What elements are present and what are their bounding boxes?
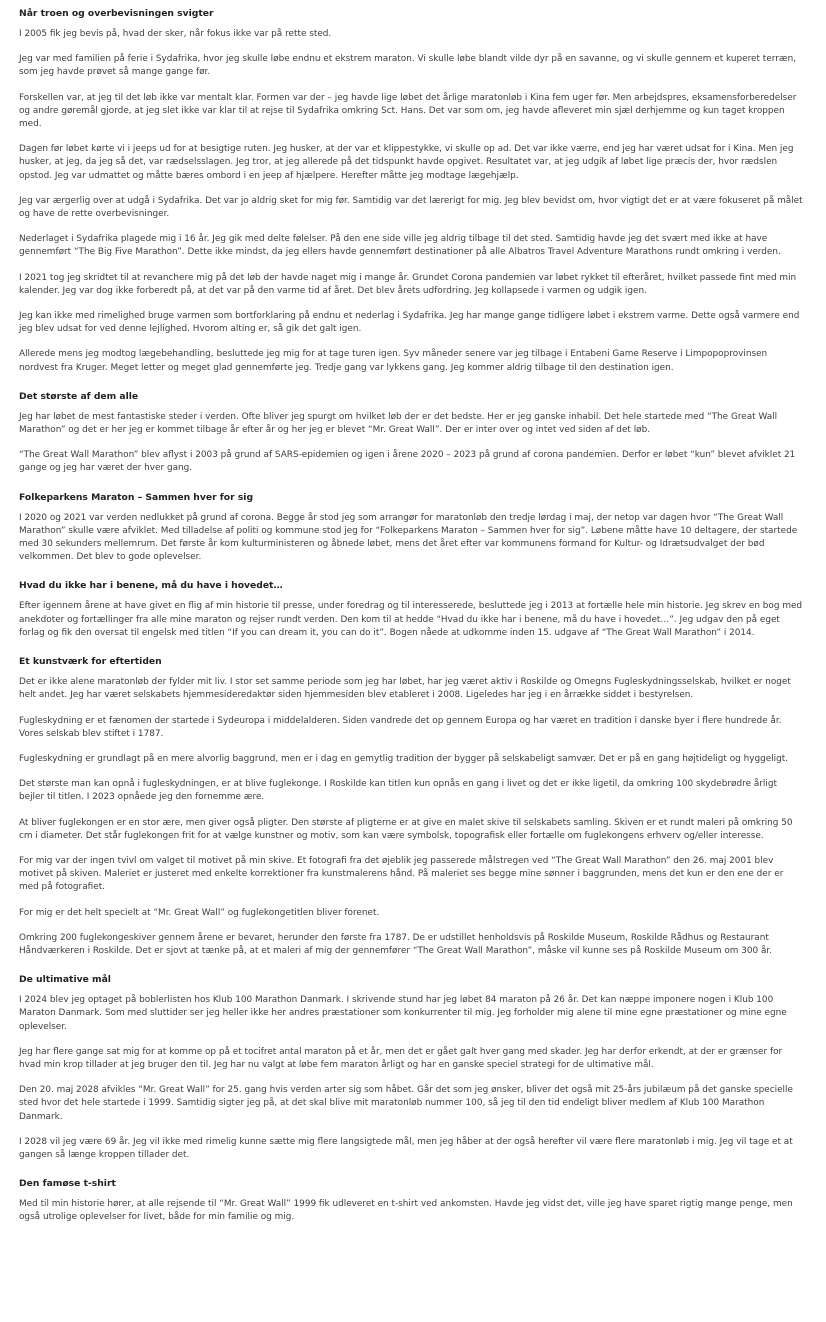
paragraph: Allerede mens jeg modtog lægebehandling, besluttede jeg mig for at tage turen igen. Syv måneder senere var jeg tilbage i Entabeni Game Reserve i Limpopoprovinsen nordvest fra Kruger. Meget letter og meget glad gennemførte jeg. Tredje gang var lykkens gang. Jeg kommer aldrig tilbage til den destination igen. — [19, 349, 768, 373]
paragraph: Med til min historie hører, at alle rejsende til “Mr. Great Wall” 1999 fik udleveret en t-shirt ved ankomsten. Havde jeg vidst det, ville jeg have sparet rigtig mange penge, men også utrolige oplevelser for livet, både for min familie og mig. — [19, 1199, 793, 1223]
section-heading: Folkeparkens Maraton – Sammen hver for sig — [19, 491, 254, 503]
paragraph: I 2028 vil jeg være 69 år. Jeg vil ikke med rimelig kunne sætte mig flere langsigtede mål, men jeg håber at der også herefter vil være flere maratonløb i mig. Jeg vil tage et at gangen så længe kroppen tillader det. — [19, 1136, 793, 1160]
paragraph: Jeg var med familien på ferie i Sydafrika, hvor jeg skulle løbe endnu et ekstrem maraton. Vi skulle løbe blandt vilde dyr på en savanne, og vi skulle gennem et kuperet terræn, som jeg havde prøvet så mange gange før. — [19, 54, 797, 78]
paragraph: I 2020 og 2021 var verden nedlukket på grund af corona. Begge år stod jeg som arrangør for maratonløb den tredje lørdag i maj, der netop var dagen hvor “The Great Wall Marathon” skulle være afviklet. Med tilladelse af politi og kommune stod jeg for “Folkeparkens Maraton – Sammen hver for sig”. Løbene måtte have 10 deltagere, der startede med 30 sekunders mellemrum. Det første år kom kulturministeren og åbnede løbet, mens det året efter var kommunens formand for Kultur- og Idrætsudvalget der bød velkommen. Det blev to gode oplevelser. — [19, 512, 798, 563]
paragraph: Jeg kan ikke med rimelighed bruge varmen som bortforklaring på endnu et nederlag i Sydafrika. Jeg har mange gange tidligere løbet i ekstrem varme. Dette også varmere end jeg blev udsat for ved denne lejlighed. Hvorom alting er, så gik det galt igen. — [19, 311, 800, 335]
paragraph: Dagen før løbet kørte vi i jeeps ud for at besigtige ruten. Jeg husker, at der var et klippestykke, vi skulle op ad. Det var ikke værre, end jeg har været udsat for i Kina. Men jeg husker, at jeg, da jeg så det, var rædselsslagen. Jeg tror, at jeg allerede på det tidspunkt havde opgivet. Resultatet var, at jeg udgik af løbet lige præcis der, hvor rædslen opstod. Jeg var udmattet og måtte bæres ombord i en jeep af hjælpere. Herefter måtte jeg modtage lægehjælp. — [19, 144, 794, 181]
paragraph: Fugleskydning er et fænomen der startede i Sydeuropa i middelalderen. Siden vandrede det op gennem Europa og har været en tradition i danske byer i flere hundrede år. Vores selskab blev stiftet i 1787. — [19, 715, 782, 739]
paragraph: Det største man kan opnå i fugleskydningen, er at blive fuglekonge. I Roskilde kan titlen kun opnås en gang i livet og det er ikke ligetil, da omkring 100 skydebrødre årligt bejler til titlen. I 2023 opnåede jeg den fornemme ære. — [19, 779, 777, 803]
paragraph: Omkring 200 fuglekongeskiver gennem årene er bevaret, herunder den første fra 1787. De er udstillet henholdsvis på Roskilde Museum, Roskilde Rådhus og Restaurant Håndværkeren i Roskilde. Det er sjovt at tænke på, at et maleri af mig der gennemfører “The Great Wall Marathon”, måske vil kunne ses på Roskilde Museum om 300 år. — [19, 932, 773, 956]
paragraph: Efter igennem årene at have givet en flig af min historie til presse, under foredrag og til interesserede, besluttede jeg i 2013 at fortælle hele min historie. Jeg skrev en bog med anekdoter og fortællinger fra alle mine maraton og rejser rundt verden. Den kom til at hedde “Hvad du ikke har i benene, må du have i hovedet…”. Jeg udgav den på eget forlag og fik den oversat til engelsk med titlen “If you can dream it, you can do it”. Bogen nåede at udkomme inden 15. udgave af “The Great Wall Marathon” i 2014. — [19, 601, 803, 638]
section-heading: Den famøse t-shirt — [19, 1178, 116, 1190]
paragraph: For mig er det helt specielt at “Mr. Great Wall” og fuglekongetitlen bliver forenet. — [19, 907, 380, 918]
paragraph: Jeg har løbet de mest fantastiske steder i verden. Ofte bliver jeg spurgt om hvilket løb der er det bedste. Her er jeg ganske inhabil. Det hele startede med “The Great Wall Marathon” og det er her jeg er kommet tilbage år efter år og her jeg er blevet “Mr. Great Wall”. Der er inter over og intet ved siden af det løb. — [19, 411, 778, 436]
section-heading: Det største af dem alle — [19, 390, 139, 402]
section-heading: Et kunstværk for eftertiden — [19, 656, 162, 668]
paragraph: “The Great Wall Marathon” blev aflyst i 2003 på grund af SARS-epidemien og igen i årene 2020 – 2023 på grund af corona pandemien. Derfor er løbet “kun” blevet afviklet 21 gange og jeg har været der hver gang. — [19, 450, 796, 474]
paragraph: At bliver fuglekongen er en stor ære, men giver også pligter. Den største af pligterne er at give en malet skive til selskabets samling. Skiven er et rundt maleri på omkring 50 cm i diameter. Det står fuglekongen frit for at vælge kunstner og motiv, som kan være symbolsk, topografisk eller fortælle om fuglekongens erhverv og/eller interesse. — [19, 817, 793, 841]
section-heading: De ultimative mål — [19, 974, 111, 986]
paragraph: Nederlaget i Sydafrika plagede mig i 16 år. Jeg gik med delte følelser. På den ene side ville jeg aldrig tilbage til det sted. Samtidig havde jeg det svært med ikke at have gennemført “The Big Five Marathon”. Dette ikke mindst, da jeg ellers havde gennemført destinationer på alle Albatros Travel Adventure Marathons rundt omkring i verden. — [19, 234, 781, 258]
paragraph: I 2021 tog jeg skridtet til at revanchere mig på det løb der havde naget mig i mange år. Grundet Corona pandemien var løbet rykket til efteråret, hvilket passede fint med min kalender. Jeg var dog ikke forberedt på, at det var på den varme tid af året. Det blev årets udfordring. Jeg kollapsede i varmen og udgik igen. — [19, 272, 797, 296]
paragraph: Den 20. maj 2028 afvikles “Mr. Great Wall” for 25. gang hvis verden arter sig som håbet. Går det som jeg ønsker, bliver det også mit 25-års jubilæum på det ganske specielle sted hvor det hele startede i 1999. Samtidig sigter jeg på, at det skal blive mit maratonløb nummer 100, så jeg til den tid endeligt bliver medlem af Klub 100 Marathon Danmark. — [19, 1085, 793, 1122]
paragraph: Jeg var ærgerlig over at udgå i Sydafrika. Det var jo aldrig sket for mig før. Samtidig var det lærerigt for mig. Jeg blev bevidst om, hvor vigtigt det er at være fokuseret på målet og have de rette overbevisninger. — [19, 195, 803, 220]
paragraph: Jeg har flere gange sat mig for at komme op på et tocifret antal maraton på et år, men det er gået galt hver gang med skader. Jeg har derfor erkendt, at der er grænser for hvad min krop tillader at jeg bruger den til. Jeg har nu valgt at løbe fem maraton årligt og har en ganske speciel strategi for de ultimative mål. — [19, 1046, 783, 1070]
paragraph: For mig var der ingen tvivl om valget til motivet på min skive. Et fotografi fra det øjeblik jeg passerede målstregen ved “The Great Wall Marathon” den 26. maj 2001 blev motivet på skiven. Maleriet er justeret med enkelte korrektioner fra kunstmalerens hånd. På maleriet ses begge mine sønner i baggrunden, mens det kun er den ene der er med på fotografiet. — [19, 855, 784, 893]
paragraph: I 2024 blev jeg optaget på boblerlisten hos Klub 100 Marathon Danmark. I skrivende stund har jeg løbet 84 maraton på 26 år. Det kan næppe imponere nogen i Klub 100 Maraton Danmark. Som med sluttider ser jeg heller ikke her andres præstationer som konkurrenter til mig. Jeg forholder mig alene til mine egne præstationer og mine egne oplevelser. — [19, 995, 787, 1032]
section-heading: Når troen og overbevisningen svigter — [19, 8, 214, 19]
paragraph: Forskellen var, at jeg til det løb ikke var mentalt klar. Formen var der – jeg havde lige løbet det årlige maratonløb i Kina fem uger før. Men arbejdspres, eksamensforberedelser og andre gøremål gjorde, at jeg slet ikke var klar til at rejse til Sydafrika omkring Sct. Hans. Det var som om, jeg havde afleveret min sjæl derhjemme og kun taget kroppen med. — [19, 92, 797, 130]
paragraph: Det er ikke alene maratonløb der fylder mit liv. I stor set samme periode som jeg har løbet, har jeg været aktiv i Roskilde og Omegns Fugleskydningsselskab, hvilket er noget helt andet. Jeg har været selskabets hjemmesideredaktør siden hjemmesiden blev etableret i 2008. Ligeledes har jeg i en årrække siddet i bestyrelsen. — [19, 677, 791, 701]
paragraph: I 2005 fik jeg bevis på, hvad der sker, når fokus ikke var på rette sted. — [19, 29, 332, 39]
paragraph: Fugleskydning er grundlagt på en mere alvorlig baggrund, men er i dag en gemytlig tradition der bygger på selskabeligt samvær. Det er på en gang højtideligt og hyggeligt. — [19, 753, 789, 764]
section-heading: Hvad du ikke har i benene, må du have i hovedet… — [19, 580, 283, 592]
